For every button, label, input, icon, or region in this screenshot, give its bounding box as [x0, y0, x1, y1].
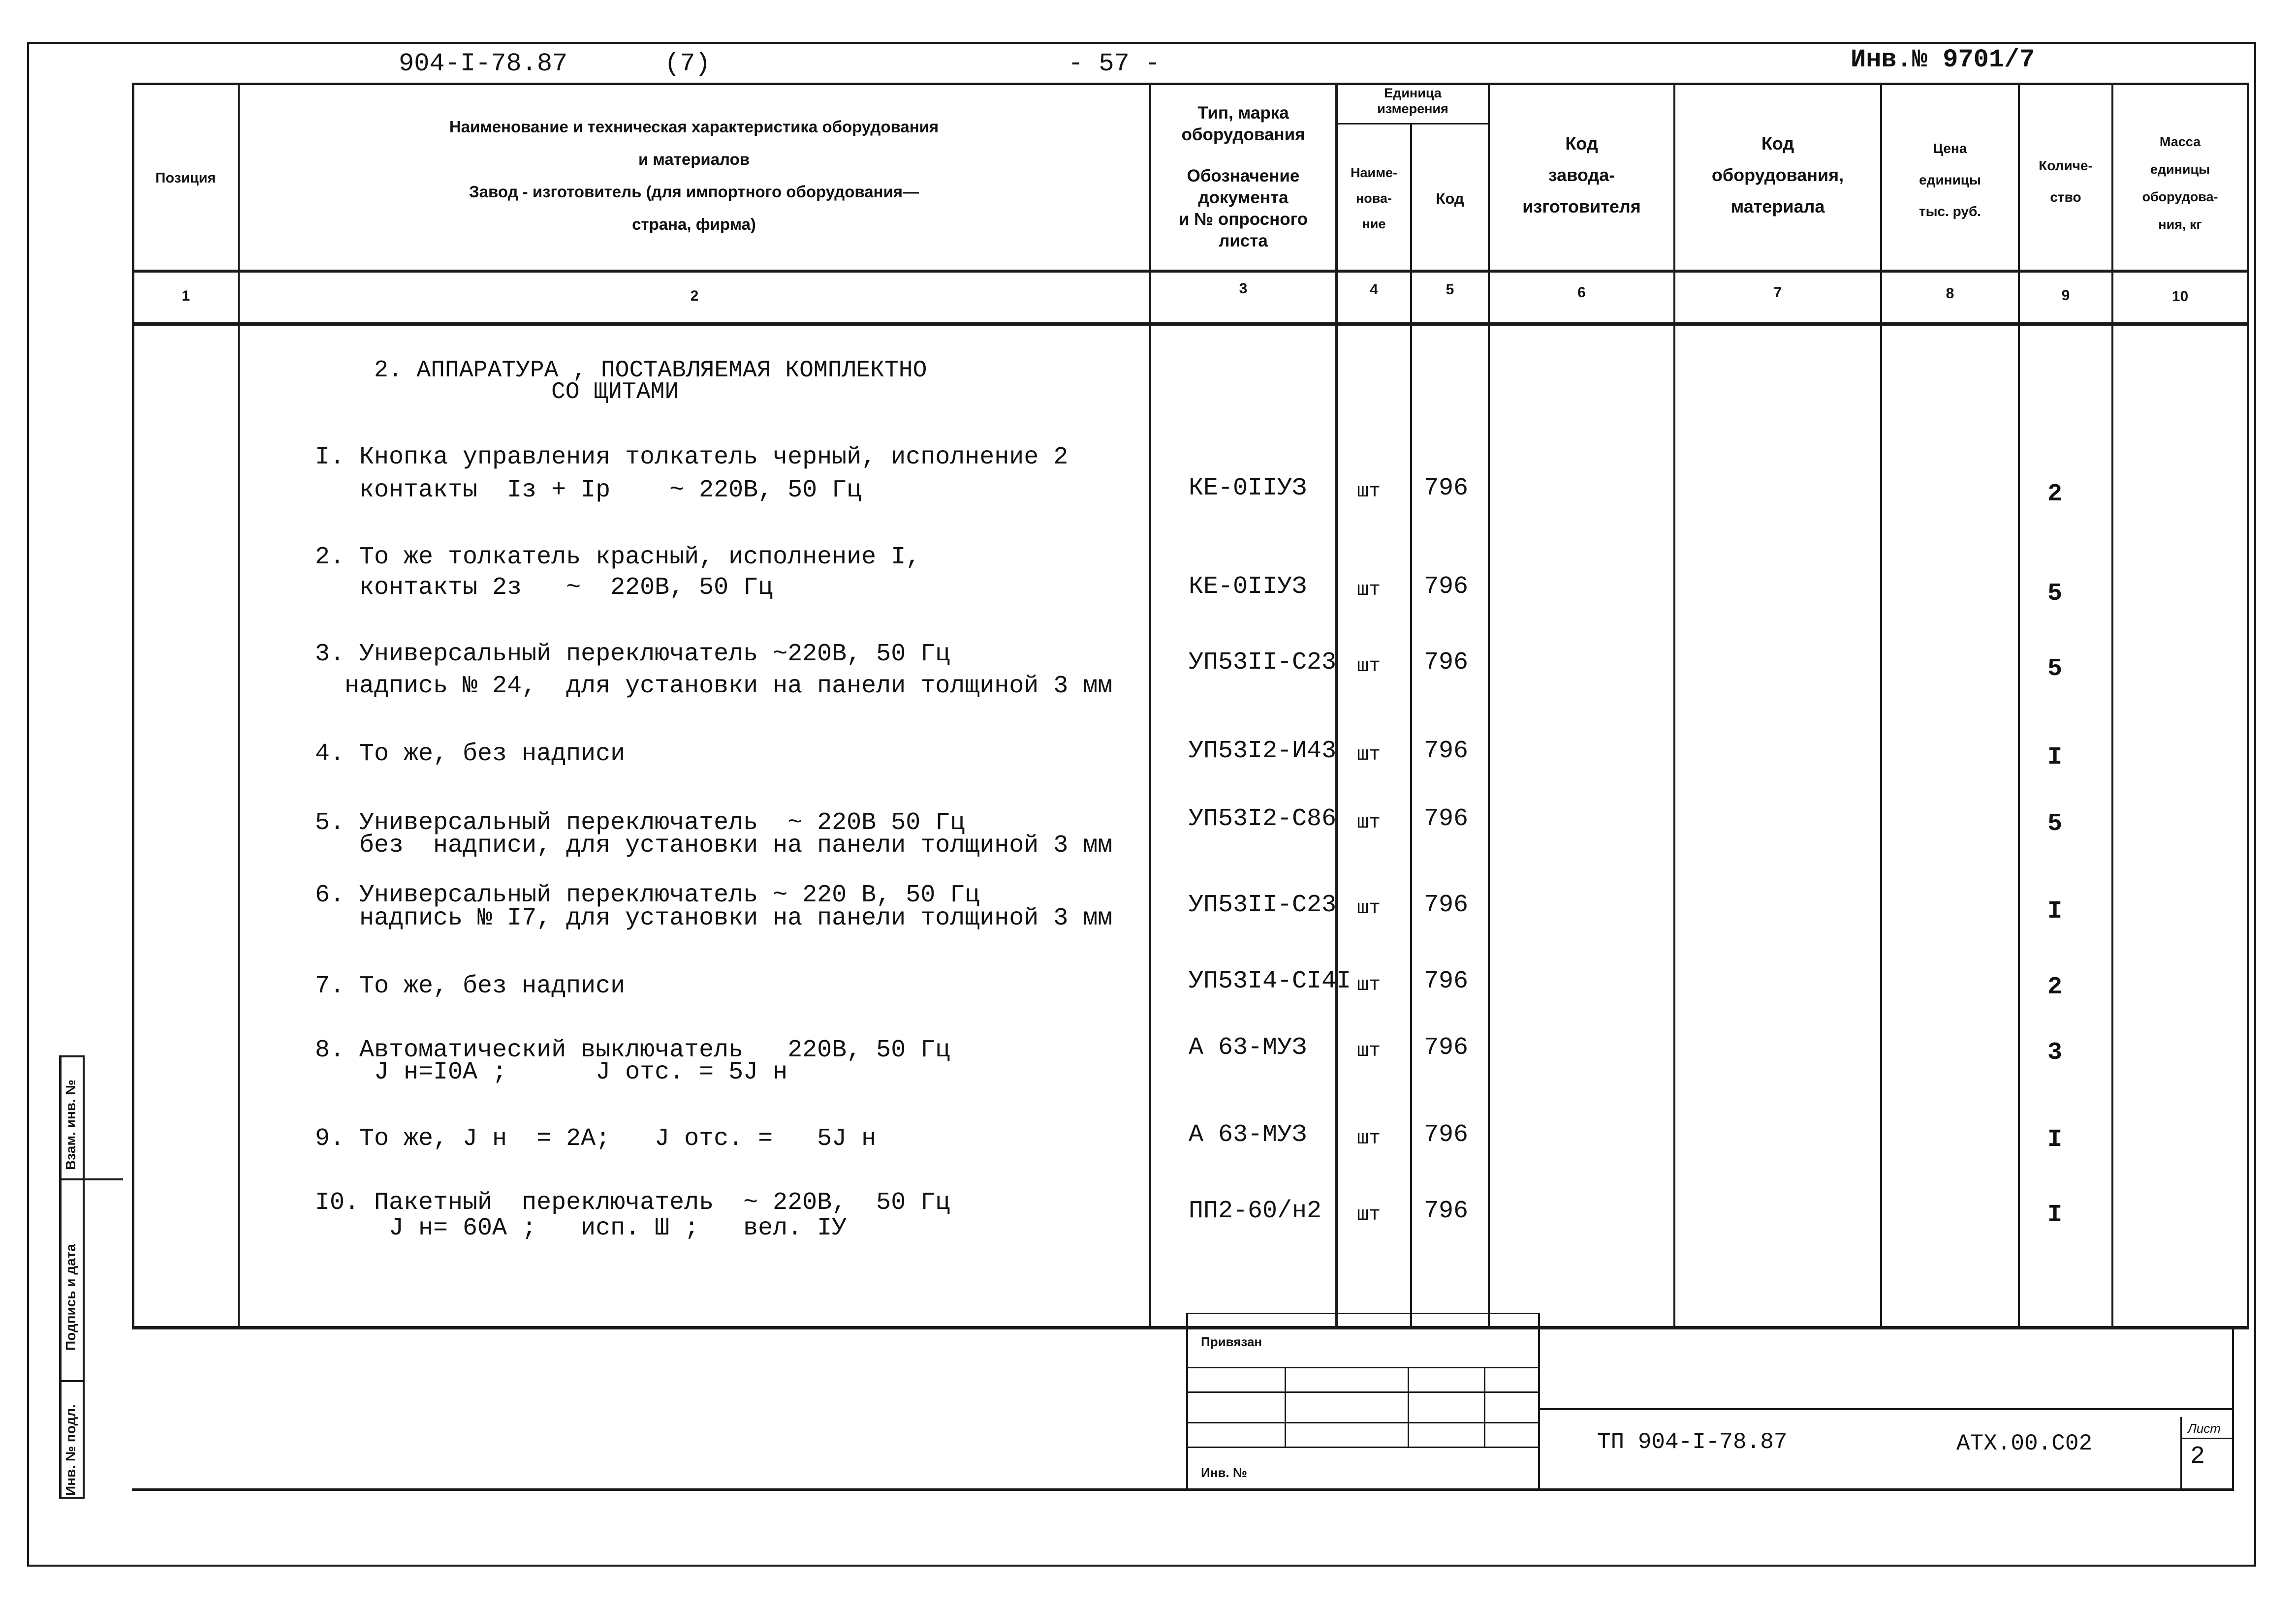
- column-number: 9: [2061, 287, 2070, 304]
- header-mass: [2113, 128, 2247, 238]
- row-unit: шт: [1357, 481, 1381, 503]
- header-unit-code: Код: [1436, 190, 1464, 207]
- sheet-label: Лист: [2188, 1421, 2221, 1436]
- header-type-line: Тип, марка: [1197, 103, 1289, 123]
- row-name-line1: I0. Пакетный переключатель ~ 220В, 50 Гц: [315, 1189, 950, 1217]
- row-quantity: I: [2047, 1126, 2063, 1154]
- column-number: 4: [1370, 281, 1378, 298]
- header-mass-line: ния, кг: [2158, 217, 2202, 232]
- row-code: 796: [1424, 573, 1469, 601]
- column-number: 8: [1946, 285, 1954, 302]
- section-subtitle: СО ЩИТАМИ: [551, 379, 679, 405]
- header-price-line: Цена: [1933, 141, 1967, 156]
- row-name-line1: 2. То же толкатель красный, исполнение I,: [315, 543, 921, 571]
- header-type-line: документа: [1198, 188, 1289, 207]
- row-name-line1: I. Кнопка управления толкатель черный, исполнение 2: [315, 443, 1069, 471]
- column-number: 10: [2171, 288, 2189, 305]
- header-name-line: страна, фирма): [632, 215, 756, 233]
- row-name-line1: 4. То же, без надписи: [315, 740, 626, 768]
- header-type-line: оборудования: [1181, 125, 1305, 144]
- row-unit: шт: [1357, 897, 1381, 920]
- row-name-line1: 9. То же, J н = 2А; J отс. = 5J н: [315, 1125, 877, 1153]
- row-name-line1: 6. Универсальный переключатель ~ 220 В, 50 Гц: [315, 881, 980, 909]
- column-number: 1: [182, 288, 190, 304]
- row-code: 796: [1424, 474, 1469, 502]
- row-code: 796: [1424, 1197, 1469, 1225]
- header-plant-line: изготовителя: [1522, 196, 1641, 216]
- row-type: УП53I4-СI4I: [1189, 967, 1352, 995]
- row-code: 796: [1424, 967, 1469, 995]
- row-quantity: 5: [2047, 810, 2063, 838]
- header-type-line: листа: [1219, 231, 1268, 250]
- header-mass-line: оборудова-: [2142, 189, 2218, 204]
- header-name-line: Завод - изготовитель (для импортного оборудования—: [469, 183, 919, 201]
- row-type: КЕ-0IIУЗ: [1189, 573, 1307, 601]
- header-plant-line: завода-: [1548, 165, 1615, 185]
- row-unit: шт: [1357, 744, 1381, 766]
- header-qty-line: ство: [2050, 189, 2081, 205]
- header-price-line: тыс. руб.: [1919, 204, 1981, 219]
- row-type: КЕ-0IIУЗ: [1189, 474, 1307, 502]
- page-number: - 57 -: [1068, 49, 1161, 78]
- row-name-line2: J н= 60А ; исп. Ш ; вел. IУ: [315, 1214, 847, 1242]
- header-position: Позиция: [155, 170, 216, 186]
- header-type-line: Обозначение: [1187, 166, 1300, 185]
- row-quantity: 3: [2047, 1039, 2063, 1067]
- row-code: 796: [1424, 1121, 1469, 1149]
- inventory-number: Инв.№ 9701/7: [1851, 45, 2035, 74]
- row-name-line2: надпись № 24, для установки на панели толщиной 3 мм: [315, 672, 1113, 700]
- header-unit: [1338, 85, 1488, 117]
- row-type: УП53II-С23: [1189, 648, 1337, 677]
- row-quantity: 5: [2047, 655, 2063, 683]
- row-type: УП53I2-С86: [1189, 805, 1337, 833]
- column-number: 6: [1577, 284, 1586, 301]
- column-number: 7: [1773, 284, 1782, 301]
- margin-sign-date: Подпись и дата: [63, 1244, 78, 1351]
- inv-number-label: Инв. №: [1201, 1465, 1247, 1480]
- header-price: [1882, 133, 2018, 227]
- header-quantity: [2020, 150, 2111, 213]
- row-name-line1: 3. Универсальный переключатель ~220В, 50 Гц: [315, 640, 950, 668]
- row-name-line1: 5. Универсальный переключатель ~ 220В 50 Гц: [315, 809, 965, 837]
- header-name-line: Наименование и техническая характеристика оборудования: [449, 118, 939, 136]
- row-unit: шт: [1357, 1128, 1381, 1150]
- header-mass-line: единицы: [2150, 162, 2210, 177]
- header-type-line: и № опросного: [1178, 210, 1308, 229]
- header-equip-line: материала: [1730, 196, 1825, 216]
- sheet-mark: (7): [664, 49, 711, 78]
- header-qty-line: Количе-: [2039, 158, 2093, 173]
- row-name-line1: 8. Автоматический выключатель 220В, 50 Гц: [315, 1036, 950, 1064]
- header-type: [1152, 102, 1335, 252]
- row-unit: шт: [1357, 655, 1381, 678]
- header-plant-line: Код: [1565, 133, 1598, 154]
- row-name-line2: без надписи, для установки на панели толщиной 3 мм: [315, 832, 1113, 860]
- row-code: 796: [1424, 805, 1469, 833]
- row-type: ПП2-60/н2: [1189, 1197, 1322, 1225]
- header-name-line: и материалов: [638, 150, 750, 168]
- margin-vzam-inv: Взам. инв. №: [63, 1080, 78, 1170]
- row-quantity: I: [2047, 1201, 2063, 1229]
- header-unit-name-line: нова-: [1355, 191, 1392, 206]
- row-type: А 63-МУЗ: [1189, 1121, 1307, 1149]
- document-code: 904-I-78.87: [399, 49, 568, 78]
- header-mass-line: Масса: [2159, 134, 2201, 149]
- row-quantity: 2: [2047, 480, 2063, 508]
- row-name-line2: надпись № I7, для установки на панели толщиной 3 мм: [315, 904, 1113, 932]
- document-mark: АТХ.00.С02: [1956, 1431, 2093, 1456]
- row-quantity: I: [2047, 897, 2063, 925]
- header-unit-line: измерения: [1377, 101, 1448, 116]
- row-unit: шт: [1357, 579, 1381, 601]
- row-code: 796: [1424, 1034, 1469, 1062]
- row-unit: шт: [1357, 1204, 1381, 1226]
- row-code: 796: [1424, 648, 1469, 677]
- column-number: 5: [1446, 281, 1454, 298]
- header-name: [241, 111, 1147, 241]
- header-equip-line: Код: [1761, 133, 1794, 154]
- row-type: УП53I2-И43: [1189, 737, 1337, 765]
- attached-label: Привязан: [1201, 1334, 1262, 1349]
- row-unit: шт: [1357, 1040, 1381, 1062]
- column-number: 2: [690, 288, 699, 304]
- header-unit-name-line: ние: [1362, 216, 1386, 231]
- row-type: УП53II-С23: [1189, 891, 1337, 919]
- header-unit-name-line: Наиме-: [1350, 165, 1398, 180]
- row-code: 796: [1424, 891, 1469, 919]
- row-name-line2: J н=I0А ; J отс. = 5J н: [315, 1058, 788, 1086]
- row-name-line1: 7. То же, без надписи: [315, 972, 626, 1000]
- row-unit: шт: [1357, 974, 1381, 996]
- header-equip-line: оборудования,: [1711, 165, 1844, 185]
- row-name-line2: контакты Iз + Iр ~ 220В, 50 Гц: [315, 476, 862, 504]
- row-code: 796: [1424, 737, 1469, 765]
- header-unit-name: [1338, 160, 1410, 237]
- header-equipment-code: [1675, 128, 1880, 222]
- row-quantity: 2: [2047, 973, 2063, 1001]
- header-unit-line: Единица: [1384, 86, 1442, 100]
- document-title: ТП 904-I-78.87: [1597, 1429, 1788, 1455]
- header-plant-code: [1490, 128, 1673, 222]
- column-number: 3: [1239, 280, 1248, 297]
- row-name-line2: контакты 2з ~ 220В, 50 Гц: [315, 574, 773, 602]
- section-title: 2. АППАРАТУРА , ПОСТАВЛЯЕМАЯ КОМПЛЕКТНО: [374, 357, 927, 384]
- row-quantity: I: [2047, 743, 2063, 771]
- row-unit: шт: [1357, 812, 1381, 834]
- header-price-line: единицы: [1919, 172, 1981, 187]
- row-type: А 63-МУЗ: [1189, 1034, 1307, 1062]
- sheet-number: 2: [2190, 1443, 2205, 1471]
- margin-inv-podl: Инв. № подл.: [63, 1404, 78, 1496]
- row-quantity: 5: [2047, 580, 2063, 608]
